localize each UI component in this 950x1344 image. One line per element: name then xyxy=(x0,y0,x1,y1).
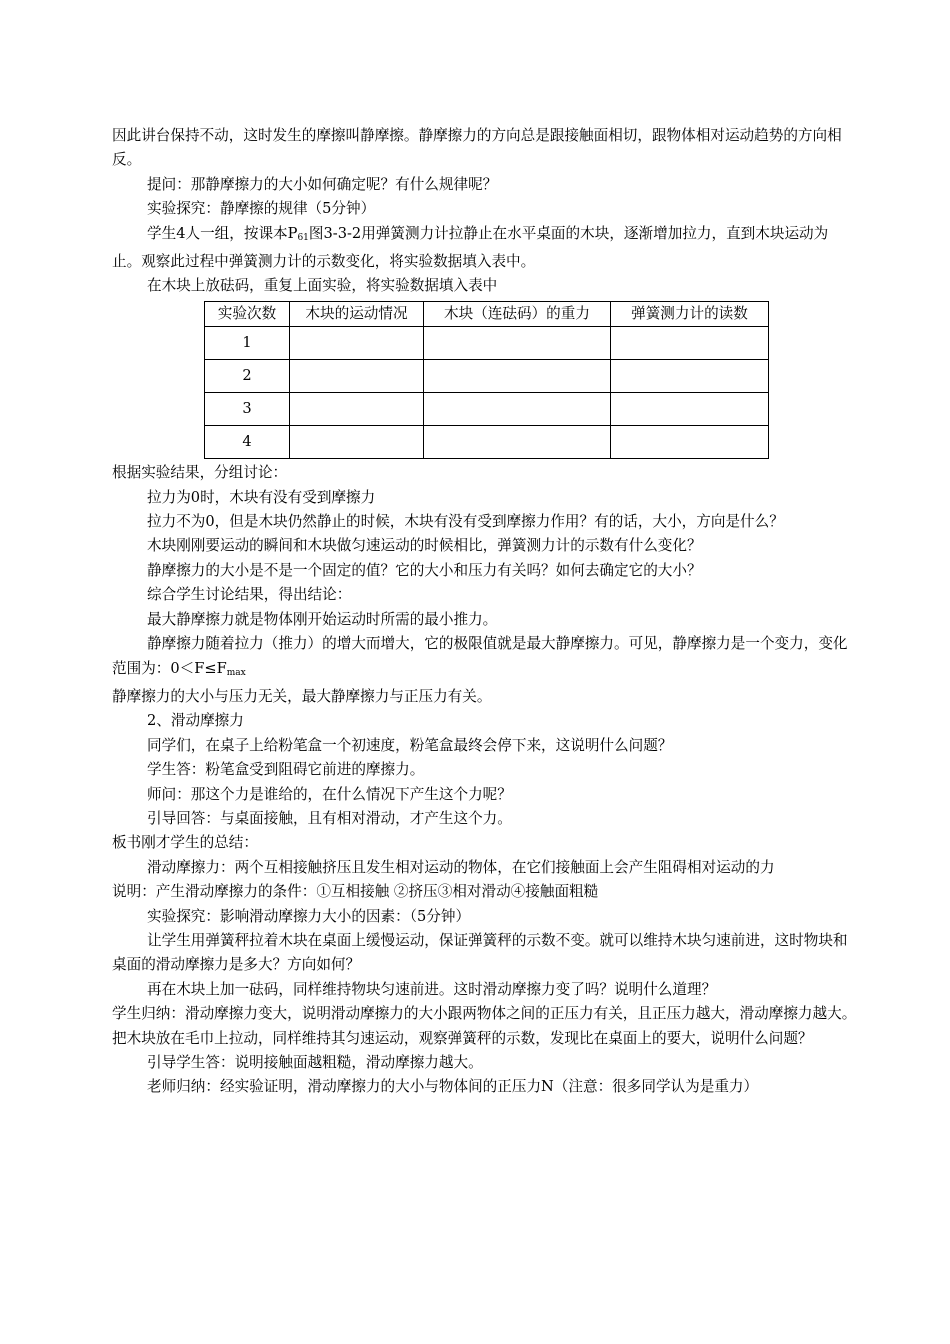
table-cell xyxy=(611,327,769,360)
paragraph: 提问：那静摩擦力的大小如何确定呢？有什么规律呢？ xyxy=(147,175,498,193)
paragraph-student-groups: 学生4人一组，按课本$P_{61}$图3-3-2用弹簧测力计拉静止在水平桌面的木块，逐渐增加拉力，直到木块运动为止。观察此过程中弹簧测力计的示数变化，将实验数据填入表中。 xyxy=(112,224,829,271)
paragraph: 板书刚才学生的总结： xyxy=(112,834,258,852)
paragraph: 学生归纳：滑动摩擦力变大，说明滑动摩擦力的大小跟两物体之间的正压力有关，且正压力越大，滑动摩擦力越大。 xyxy=(112,1005,857,1023)
table-cell xyxy=(611,360,769,393)
paragraph-static-friction-range: 静摩擦力随着拉力（推力）的增大而增大，它的极限值就是最大静摩擦力。可见，静摩擦力是一个变力，变化范围为：$0<F\le F_{max}$ xyxy=(112,635,848,678)
table-cell: 1 xyxy=(205,327,290,360)
paragraph: 拉力不为0，但是木块仍然静止的时候，木块有没有受到摩擦力作用？有的话，大小，方向是什么？ xyxy=(147,513,784,531)
paragraph: 木块刚刚要运动的瞬间和木块做匀速运动的时候相比，弹簧测力计的示数有什么变化？ xyxy=(147,537,702,555)
paragraph: 同学们，在桌子上给粉笔盒一个初速度，粉笔盒最终会停下来，这说明什么问题？ xyxy=(147,736,673,754)
table-row xyxy=(205,360,769,393)
paragraph: 实验探究：静摩擦的规律（5分钟） xyxy=(147,200,376,218)
header-motion-state: 木块的运动情况 xyxy=(290,301,424,326)
table-cell xyxy=(611,426,769,459)
table-cell xyxy=(424,360,611,393)
table-row xyxy=(205,426,769,459)
table-cell xyxy=(424,393,611,426)
table-cell: 2 xyxy=(205,360,290,393)
paragraph-group-discussion xyxy=(112,461,857,632)
document-body xyxy=(112,124,857,1100)
table-cell xyxy=(611,393,769,426)
experiment-data-table xyxy=(204,301,769,459)
paragraph: 静摩擦力的大小是不是一个固定的值？它的大小和压力有关吗？如何去确定它的大小？ xyxy=(147,561,702,579)
table-row xyxy=(205,327,769,360)
paragraph: 因此讲台保持不动，这时发生的摩擦叫静摩擦。静摩擦力的方向总是跟接触面相切，跟物体相对运动趋势的方向相反。 xyxy=(112,127,842,169)
paragraph: 根据实验结果，分组讨论： xyxy=(112,464,288,482)
paragraph: 把木块放在毛巾上拉动，同样维持其匀速运动，观察弹簧秤的示数，发现比在桌面上的要大，说明什么问题？ xyxy=(112,1029,813,1047)
table-cell xyxy=(290,426,424,459)
table-cell: 3 xyxy=(205,393,290,426)
paragraph: 综合学生讨论结果，得出结论： xyxy=(147,586,352,604)
paragraph: 说明：产生滑动摩擦力的条件：①互相接触 ②挤压③相对滑动④接触面粗糙 xyxy=(112,883,599,901)
paragraph-group-intro xyxy=(112,124,857,222)
table-header-row xyxy=(205,301,769,326)
table-cell xyxy=(424,426,611,459)
paragraph: 滑动摩擦力：两个互相接触挤压且发生相对运动的物体，在它们接触面上会产生阻碍相对运动的力 xyxy=(147,858,775,876)
paragraph: 老师归纳：经实验证明，滑动摩擦力的大小与物体间的正压力N（注意：很多同学认为是重力） xyxy=(147,1078,759,1096)
paragraph: 引导回答：与桌面接触，且有相对滑动，才产生这个力。 xyxy=(147,809,512,827)
table-cell: 4 xyxy=(205,426,290,459)
paragraph: 学生答：粉笔盒受到阻碍它前进的摩擦力。 xyxy=(147,761,425,779)
table-cell xyxy=(290,393,424,426)
paragraph: 最大静摩擦力就是物体刚开始运动时所需的最小推力。 xyxy=(147,610,498,628)
paragraph: 让学生用弹簧秤拉着木块在桌面上缓慢运动，保证弹簧秤的示数不变。就可以维持木块匀速前进，这时物块和桌面的滑动摩擦力是多大？方向如何？ xyxy=(112,931,848,974)
paragraph: 再在木块上加一砝码，同样维持物块匀速前进。这时滑动摩擦力变了吗？说明什么道理？ xyxy=(147,980,717,998)
table-cell xyxy=(290,327,424,360)
table-cell xyxy=(290,360,424,393)
paragraph: 2、滑动摩擦力 xyxy=(147,712,244,730)
paragraph-add-weights: 在木块上放砝码，重复上面实验，将实验数据填入表中 xyxy=(147,277,498,295)
paragraph: 引导学生答：说明接触面越粗糙，滑动摩擦力越大。 xyxy=(147,1054,483,1071)
paragraph: 静摩擦力的大小与压力无关，最大静摩擦力与正压力有关。 xyxy=(112,687,492,705)
table-cell xyxy=(424,327,611,360)
paragraph: 师问：那这个力是谁给的，在什么情况下产生这个力呢？ xyxy=(147,785,512,803)
table-body xyxy=(205,327,769,459)
paragraph: 拉力为0时，木块有没有受到摩擦力 xyxy=(147,488,376,506)
paragraph-group-sliding-friction xyxy=(112,685,857,1100)
header-block-weight: 木块（连砝码）的重力 xyxy=(424,301,611,326)
table-row xyxy=(205,393,769,426)
paragraph: 实验探究：影响滑动摩擦力大小的因素：（5分钟） xyxy=(147,907,471,925)
header-spring-scale-reading: 弹簧测力计的读数 xyxy=(611,301,769,326)
header-trial-number: 实验次数 xyxy=(205,301,290,326)
